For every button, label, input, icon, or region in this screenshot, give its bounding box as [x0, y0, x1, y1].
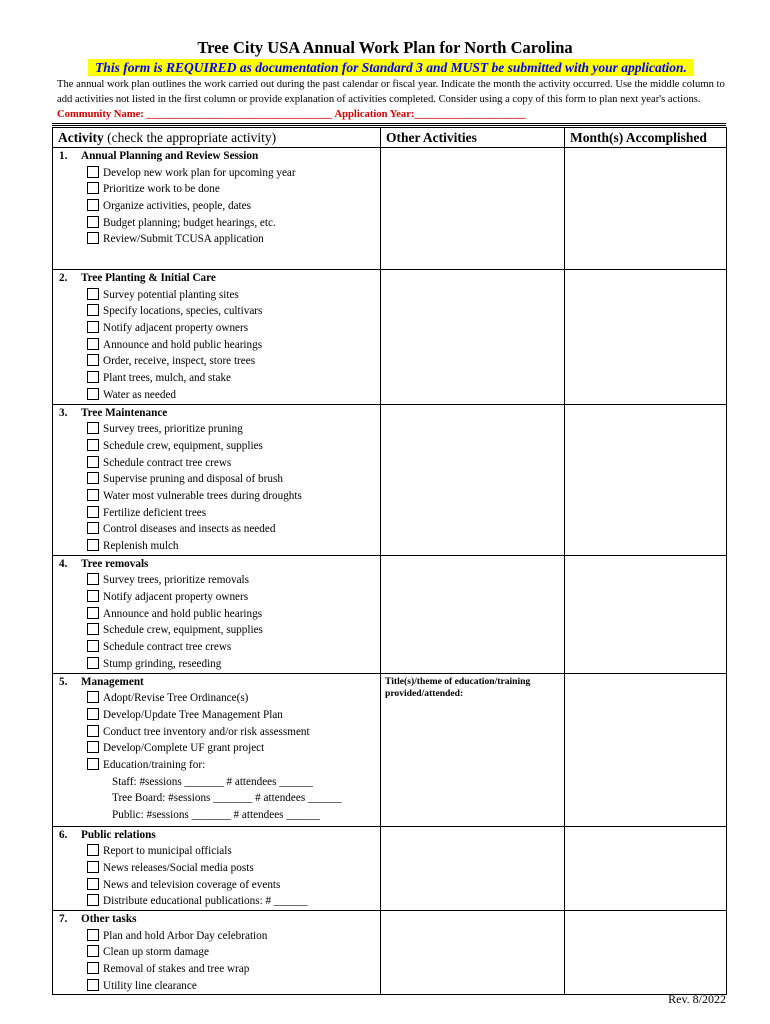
checklist-item — [53, 843, 380, 860]
section-number: 7. — [59, 913, 68, 925]
other-activities-cell[interactable] — [381, 404, 565, 555]
education-count-line[interactable]: Public: #sessions _______ # attendees ______ — [112, 809, 320, 822]
checklist-item — [53, 944, 380, 961]
section-heading — [53, 674, 380, 691]
checklist-item — [53, 893, 380, 910]
work-plan-table — [52, 127, 727, 995]
education-count-line[interactable]: Tree Board: #sessions _______ # attendees ______ — [112, 792, 342, 805]
section-heading — [53, 148, 380, 165]
checklist-item — [53, 471, 380, 488]
checklist-item-label: Survey trees, prioritize pruning — [103, 423, 243, 436]
activity-checkbox[interactable] — [87, 288, 99, 300]
months-accomplished-cell[interactable] — [565, 148, 727, 270]
checklist-item-label: Control diseases and insects as needed — [103, 523, 276, 536]
other-activities-cell[interactable] — [381, 826, 565, 910]
months-accomplished-cell[interactable] — [565, 673, 727, 826]
activity-checkbox[interactable] — [87, 657, 99, 669]
checklist-item-label: Water most vulnerable trees during droughts — [103, 489, 302, 502]
activity-checkbox[interactable] — [87, 929, 99, 941]
section-number: 5. — [59, 675, 68, 688]
activity-checkbox[interactable] — [87, 861, 99, 873]
checklist-item — [53, 521, 380, 538]
activity-checkbox[interactable] — [87, 725, 99, 737]
checklist-item-label: Organize activities, people, dates — [103, 200, 251, 213]
education-count-line[interactable]: Staff: #sessions _______ # attendees ______ — [112, 775, 313, 788]
checklist-item — [53, 860, 380, 877]
activity-checkbox[interactable] — [87, 758, 99, 770]
checklist-item — [53, 978, 380, 995]
checklist-item-label: Notify adjacent property owners — [103, 591, 249, 604]
activity-checkbox[interactable] — [87, 216, 99, 228]
activity-cell — [53, 911, 381, 995]
months-accomplished-cell[interactable] — [565, 826, 727, 910]
activity-checkbox[interactable] — [87, 321, 99, 333]
section-title: Annual Planning and Review Session — [81, 150, 259, 162]
section-number: 4. — [59, 557, 68, 570]
section-row — [53, 911, 727, 995]
checklist-item — [53, 724, 380, 741]
checklist-item — [53, 877, 380, 894]
required-notice: This form is REQUIRED as documentation for Standard 3 and MUST be submitted with your application. — [88, 59, 694, 76]
checklist-item — [53, 387, 380, 404]
checklist-item — [53, 215, 380, 232]
checklist-item — [53, 572, 380, 589]
section-number: 2. — [59, 272, 68, 284]
activity-checkbox[interactable] — [87, 573, 99, 585]
checklist-item-label: Plan and hold Arbor Day celebration — [103, 929, 268, 942]
checklist-item — [53, 181, 380, 198]
page-title: Tree City USA Annual Work Plan for North Carolina — [197, 38, 573, 57]
activity-checkbox[interactable] — [87, 506, 99, 518]
checklist-item-label: Survey trees, prioritize removals — [103, 574, 250, 587]
checklist-item — [53, 690, 380, 707]
section-heading — [53, 827, 380, 844]
section-row — [53, 555, 727, 673]
activity-checkbox[interactable] — [87, 623, 99, 635]
activity-checkbox[interactable] — [87, 844, 99, 856]
checklist-item-label: Schedule crew, equipment, supplies — [103, 439, 263, 452]
section-title: Management — [81, 675, 144, 688]
activity-checkbox[interactable] — [87, 945, 99, 957]
checklist-item — [53, 455, 380, 472]
community-name-field[interactable]: Community Name: ___________________________________ — [57, 109, 332, 120]
section-heading — [53, 556, 380, 573]
section-heading — [53, 270, 380, 287]
activity-cell — [53, 404, 381, 555]
checklist-item — [53, 165, 380, 182]
checklist-item — [53, 740, 380, 757]
checklist-item — [53, 928, 380, 945]
activity-cell — [53, 673, 381, 826]
section-heading — [53, 911, 380, 928]
intro-paragraph — [57, 77, 737, 122]
checklist-item-label: Stump grinding, reseeding — [103, 657, 222, 670]
checklist-item-label: Clean up storm damage — [103, 946, 209, 959]
months-accomplished-cell[interactable] — [565, 270, 727, 405]
other-activities-cell[interactable] — [381, 270, 565, 405]
section-row — [53, 404, 727, 555]
activity-cell — [53, 270, 381, 405]
checklist-item-label: Education/training for: — [103, 759, 206, 771]
activity-checkbox[interactable] — [87, 607, 99, 619]
checklist-item — [53, 961, 380, 978]
checklist-item — [53, 287, 380, 304]
checklist-item — [53, 589, 380, 606]
section-number: 1. — [59, 150, 68, 162]
checklist-item-label: Water as needed — [103, 388, 177, 401]
other-activities-cell[interactable] — [381, 911, 565, 995]
checklist-item-label: Review/Submit TCUSA application — [103, 233, 264, 246]
checklist-item — [53, 421, 380, 438]
checklist-item-label: Conduct tree inventory and/or risk assessment — [103, 725, 310, 738]
section-row — [53, 270, 727, 405]
section-title: Other tasks — [81, 913, 137, 925]
activity-checkbox[interactable] — [87, 489, 99, 501]
activity-checkbox[interactable] — [87, 962, 99, 974]
checklist-item-label: Prioritize work to be done — [103, 183, 220, 196]
checklist-item-label: Survey potential planting sites — [103, 288, 239, 301]
activity-checkbox[interactable] — [87, 166, 99, 178]
checklist-item-label: Announce and hold public hearings — [103, 338, 263, 351]
activity-checkbox[interactable] — [87, 741, 99, 753]
checklist-item-label: News releases/Social media posts — [103, 861, 254, 874]
divider-rule — [52, 123, 726, 124]
table-header-row — [53, 128, 727, 148]
revision-label: Rev. 8/2022 — [668, 992, 726, 1006]
other-activities-cell[interactable] — [381, 673, 565, 826]
checklist-item — [53, 622, 380, 639]
other-activities-cell[interactable] — [381, 555, 565, 673]
other-activities-cell[interactable] — [381, 148, 565, 270]
checklist-item-label: News and television coverage of events — [103, 878, 281, 891]
activity-checkbox[interactable] — [87, 354, 99, 366]
other-activities-column-header: Other Activities — [381, 128, 565, 148]
section-title: Tree Planting & Initial Care — [81, 272, 216, 284]
checklist-item — [53, 656, 380, 673]
checklist-item-label: Supervise pruning and disposal of brush — [103, 473, 283, 486]
checklist-item — [53, 488, 380, 505]
intro-text: The annual work plan outlines the work carried out during the past calendar or fiscal year. Indicate the month the activity occurred. Use the middle column to add activities not listed in the first column or provide explanation of activities completed. Consider using a copy of this form to plan next year's actions. — [57, 79, 725, 105]
section-row — [53, 673, 727, 826]
checklist-item-label: Schedule contract tree crews — [103, 641, 232, 654]
checklist-item-label: Develop/Update Tree Management Plan — [103, 708, 283, 721]
checklist-item-label: Plant trees, mulch, and stake — [103, 372, 232, 385]
checklist-item-label: Distribute educational publications: # ______ — [103, 895, 308, 908]
activity-checkbox[interactable] — [87, 979, 99, 991]
activity-checkbox[interactable] — [87, 522, 99, 534]
checklist-item-label: Specify locations, species, cultivars — [103, 305, 263, 318]
education-title-label: Title(s)/theme of education/training provided/attended: — [385, 675, 531, 700]
section-heading — [53, 405, 380, 422]
checklist-item — [53, 337, 380, 354]
checklist-item — [53, 353, 380, 370]
checklist-item-label: Replenish mulch — [103, 540, 179, 553]
checklist-item — [53, 303, 380, 320]
checklist-item — [53, 639, 380, 656]
activity-checkbox[interactable] — [87, 232, 99, 244]
checklist-item-label: Develop/Complete UF grant project — [103, 742, 265, 755]
section-title: Tree Maintenance — [81, 406, 168, 419]
checklist-item — [53, 438, 380, 455]
checklist-item-label: Fertilize deficient trees — [103, 506, 207, 519]
activity-cell — [53, 148, 381, 270]
section-number: 3. — [59, 406, 68, 419]
activity-checkbox[interactable] — [87, 691, 99, 703]
checklist-item — [53, 606, 380, 623]
checklist-item-label: Budget planning; budget hearings, etc. — [103, 216, 276, 229]
activity-checkbox[interactable] — [87, 422, 99, 434]
activity-checkbox[interactable] — [87, 439, 99, 451]
activity-cell — [53, 826, 381, 910]
section-number: 6. — [59, 828, 68, 841]
activity-checkbox[interactable] — [87, 456, 99, 468]
checklist-item-label: Develop new work plan for upcoming year — [103, 166, 296, 179]
section-title: Tree removals — [81, 557, 149, 570]
checklist-item-label: Removal of stakes and tree wrap — [103, 963, 250, 976]
activity-checkbox[interactable] — [87, 472, 99, 484]
months-column-header: Month(s) Accomplished — [565, 128, 727, 148]
activity-checkbox[interactable] — [87, 199, 99, 211]
checklist-item-label: Schedule crew, equipment, supplies — [103, 624, 263, 637]
checklist-item — [53, 505, 380, 522]
activity-checkbox[interactable] — [87, 338, 99, 350]
checklist-item — [53, 370, 380, 387]
months-accomplished-cell[interactable] — [565, 555, 727, 673]
checklist-item — [53, 198, 380, 215]
checklist-item — [53, 538, 380, 555]
activity-column-header: Activity (check the appropriate activity) — [53, 128, 381, 148]
activity-checkbox[interactable] — [87, 878, 99, 890]
activity-checkbox[interactable] — [87, 182, 99, 194]
activity-checkbox[interactable] — [87, 371, 99, 383]
checklist-item — [53, 320, 380, 337]
months-accomplished-cell[interactable] — [565, 404, 727, 555]
activity-checkbox[interactable] — [87, 539, 99, 551]
activity-checkbox[interactable] — [87, 708, 99, 720]
activity-checkbox[interactable] — [87, 894, 99, 906]
divider-rule — [52, 125, 726, 126]
checklist-item-label: Adopt/Revise Tree Ordinance(s) — [103, 692, 249, 705]
activity-cell — [53, 555, 381, 673]
checklist-item-label: Report to municipal officials — [103, 845, 232, 858]
section-row — [53, 148, 727, 270]
checklist-item-label: Order, receive, inspect, store trees — [103, 355, 256, 368]
section-row — [53, 826, 727, 910]
checklist-item-label: Utility line clearance — [103, 979, 197, 992]
activity-checkbox[interactable] — [87, 640, 99, 652]
activity-checkbox[interactable] — [87, 304, 99, 316]
section-title: Public relations — [81, 828, 156, 841]
checklist-item-label: Schedule contract tree crews — [103, 456, 232, 469]
checklist-item — [53, 707, 380, 724]
application-year-field[interactable]: Application Year:_____________________ — [334, 109, 526, 120]
months-accomplished-cell[interactable] — [565, 911, 727, 995]
checklist-item-label: Notify adjacent property owners — [103, 322, 249, 335]
activity-checkbox[interactable] — [87, 590, 99, 602]
checklist-item — [53, 757, 380, 774]
activity-checkbox[interactable] — [87, 388, 99, 400]
checklist-item — [53, 231, 380, 248]
checklist-item-label: Announce and hold public hearings — [103, 607, 263, 620]
